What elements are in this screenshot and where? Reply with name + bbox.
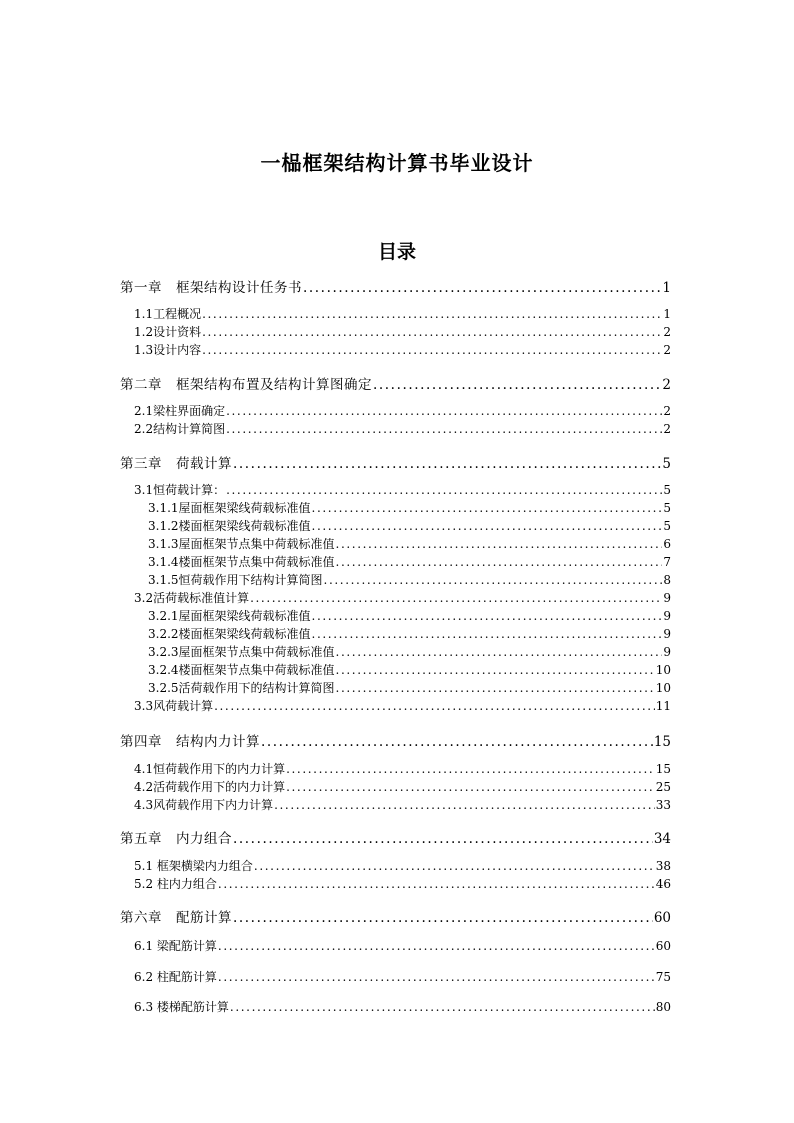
- toc-page-number: 2: [662, 377, 671, 393]
- toc-section-1-1[interactable]: [134, 305, 671, 322]
- toc-label: 5.1 框架横梁内力组合: [134, 859, 253, 873]
- toc-heading: 目录: [377, 241, 416, 263]
- dot-leader: [286, 780, 655, 794]
- dot-leader: [336, 663, 655, 677]
- toc-section-1-3[interactable]: [134, 341, 671, 358]
- toc-page-number: 15: [655, 762, 671, 776]
- toc-label: 第一章 框架结构设计任务书: [120, 280, 302, 296]
- toc-subsection-3-1-4[interactable]: [148, 553, 671, 570]
- toc-page-number: 1: [662, 280, 671, 296]
- toc-label: 第五章 内力组合: [120, 831, 232, 847]
- toc-page-number: 9: [663, 627, 671, 641]
- toc-section-3-2[interactable]: [134, 589, 671, 606]
- dot-leader: [261, 734, 653, 750]
- toc-page-number: 5: [663, 501, 671, 515]
- toc-label: 3.2活荷载标准值计算: [134, 591, 250, 605]
- dot-leader: [233, 456, 661, 472]
- toc-subsection-3-1-5[interactable]: [148, 571, 671, 588]
- toc-label: 第三章 荷载计算: [120, 456, 232, 472]
- dot-leader: [230, 1000, 655, 1014]
- dot-leader: [250, 591, 662, 605]
- dot-leader: [233, 910, 653, 926]
- toc-subsection-3-2-4[interactable]: [148, 661, 671, 678]
- toc-section-4-1[interactable]: [134, 760, 671, 777]
- toc-label: 3.1.5恒荷载作用下结构计算简图: [148, 573, 323, 587]
- dot-leader: [274, 798, 655, 812]
- toc-page-number: 5: [662, 456, 671, 472]
- toc-page-number: 80: [655, 1000, 671, 1014]
- document-title: 一榀框架结构计算书毕业设计: [260, 151, 534, 175]
- toc-chapter-4[interactable]: [120, 730, 671, 750]
- toc-section-6-1[interactable]: [134, 937, 671, 954]
- toc-label: 1.3设计内容: [134, 343, 202, 357]
- toc-section-6-2[interactable]: [134, 968, 671, 985]
- dot-leader: [373, 377, 661, 393]
- toc-subsection-3-2-2[interactable]: [148, 625, 671, 642]
- toc-page-number: 9: [663, 609, 671, 623]
- toc-page-number: 60: [653, 910, 671, 926]
- dot-leader: [286, 762, 655, 776]
- toc-label: 3.2.4楼面框架节点集中荷载标准值: [148, 663, 335, 677]
- toc-subsection-3-1-1[interactable]: [148, 499, 671, 516]
- toc-subsection-3-1-3[interactable]: [148, 535, 671, 552]
- dot-leader: [312, 609, 663, 623]
- toc-chapter-6[interactable]: [120, 906, 671, 926]
- toc-chapter-1[interactable]: [120, 276, 671, 296]
- toc-label: 3.1.2楼面框架梁线荷载标准值: [148, 519, 311, 533]
- toc-label: 3.1.1屋面框架梁线荷载标准值: [148, 501, 311, 515]
- toc-section-3-3[interactable]: [134, 697, 671, 714]
- toc-page-number: 38: [655, 859, 671, 873]
- toc-section-4-3[interactable]: [134, 796, 671, 813]
- toc-page-number: 9: [663, 591, 671, 605]
- toc-page-number: 33: [655, 798, 671, 812]
- toc-label: 3.3风荷载计算: [134, 699, 214, 713]
- toc-page-number: 11: [655, 699, 671, 713]
- dot-leader: [214, 699, 655, 713]
- toc-page-number: 1: [663, 307, 671, 321]
- toc-section-3-1[interactable]: [134, 481, 671, 498]
- toc-section-5-1[interactable]: [134, 857, 671, 874]
- toc-section-2-1[interactable]: [134, 402, 671, 419]
- toc-label: 1.1工程概况: [134, 307, 202, 321]
- dot-leader: [202, 343, 662, 357]
- dot-leader: [312, 519, 663, 533]
- dot-leader: [226, 404, 662, 418]
- toc-page-number: 5: [663, 519, 671, 533]
- dot-leader: [254, 859, 655, 873]
- toc-page-number: 60: [655, 939, 671, 953]
- dot-leader: [218, 970, 655, 984]
- toc-label: 3.2.1屋面框架梁线荷载标准值: [148, 609, 311, 623]
- dot-leader: [324, 573, 663, 587]
- toc-label: 3.2.5活荷载作用下的结构计算简图: [148, 681, 335, 695]
- dot-leader: [336, 537, 663, 551]
- toc-subsection-3-2-5[interactable]: [148, 679, 671, 696]
- toc-label: 6.2 柱配筋计算: [134, 970, 217, 984]
- toc-label: 6.1 梁配筋计算: [134, 939, 217, 953]
- toc-chapter-5[interactable]: [120, 827, 671, 847]
- toc-page-number: 10: [655, 663, 671, 677]
- toc-label: 4.1恒荷载作用下的内力计算: [134, 762, 286, 776]
- dot-leader: [336, 555, 663, 569]
- toc-label: 第四章 结构内力计算: [120, 734, 260, 750]
- dot-leader: [202, 307, 662, 321]
- toc-subsection-3-1-2[interactable]: [148, 517, 671, 534]
- toc-page-number: 75: [655, 970, 671, 984]
- toc-page-number: 2: [663, 404, 671, 418]
- toc-page-number: 25: [655, 780, 671, 794]
- toc-label: 5.2 柱内力组合: [134, 877, 217, 891]
- dot-leader: [336, 681, 655, 695]
- toc-section-4-2[interactable]: [134, 778, 671, 795]
- toc-page-number: 9: [663, 645, 671, 659]
- toc-page-number: 34: [653, 831, 671, 847]
- toc-label: 2.2结构计算简图: [134, 422, 226, 436]
- dot-leader: [202, 325, 662, 339]
- toc-label: 第六章 配筋计算: [120, 910, 232, 926]
- dot-leader: [226, 483, 662, 497]
- toc-page-number: 2: [663, 422, 671, 436]
- toc-label: 3.1恒荷载计算：: [134, 483, 226, 497]
- toc-section-6-3[interactable]: [134, 998, 671, 1015]
- toc-chapter-3[interactable]: [120, 452, 671, 472]
- toc-label: 4.2活荷载作用下的内力计算: [134, 780, 286, 794]
- toc-page-number: 7: [663, 555, 671, 569]
- toc-page-number: 6: [663, 537, 671, 551]
- toc-page-number: 2: [663, 343, 671, 357]
- toc-section-2-2[interactable]: [134, 420, 671, 437]
- toc-section-5-2[interactable]: [134, 875, 671, 892]
- dot-leader: [233, 831, 653, 847]
- toc-page-number: 15: [653, 734, 671, 750]
- toc-subsection-3-2-3[interactable]: [148, 643, 671, 660]
- toc-page-number: 2: [663, 325, 671, 339]
- toc-label: 1.2设计资料: [134, 325, 202, 339]
- dot-leader: [218, 877, 655, 891]
- dot-leader: [303, 280, 661, 296]
- dot-leader: [226, 422, 662, 436]
- toc-page-number: 46: [655, 877, 671, 891]
- dot-leader: [336, 645, 663, 659]
- toc-label: 3.2.2楼面框架梁线荷载标准值: [148, 627, 311, 641]
- toc-label: 3.2.3屋面框架节点集中荷载标准值: [148, 645, 335, 659]
- toc-page-number: 10: [655, 681, 671, 695]
- toc-label: 2.1梁柱界面确定: [134, 404, 226, 418]
- dot-leader: [312, 627, 663, 641]
- dot-leader: [312, 501, 663, 515]
- toc-chapter-2[interactable]: [120, 373, 671, 393]
- toc-label: 第二章 框架结构布置及结构计算图确定: [120, 377, 372, 393]
- toc-page-number: 8: [663, 573, 671, 587]
- toc-label: 4.3风荷载作用下内力计算: [134, 798, 274, 812]
- toc-section-1-2[interactable]: [134, 323, 671, 340]
- toc-label: 6.3 楼梯配筋计算: [134, 1000, 229, 1014]
- toc-page-number: 5: [663, 483, 671, 497]
- toc-label: 3.1.3屋面框架节点集中荷载标准值: [148, 537, 335, 551]
- toc-subsection-3-2-1[interactable]: [148, 607, 671, 624]
- toc-label: 3.1.4楼面框架节点集中荷载标准值: [148, 555, 335, 569]
- dot-leader: [218, 939, 655, 953]
